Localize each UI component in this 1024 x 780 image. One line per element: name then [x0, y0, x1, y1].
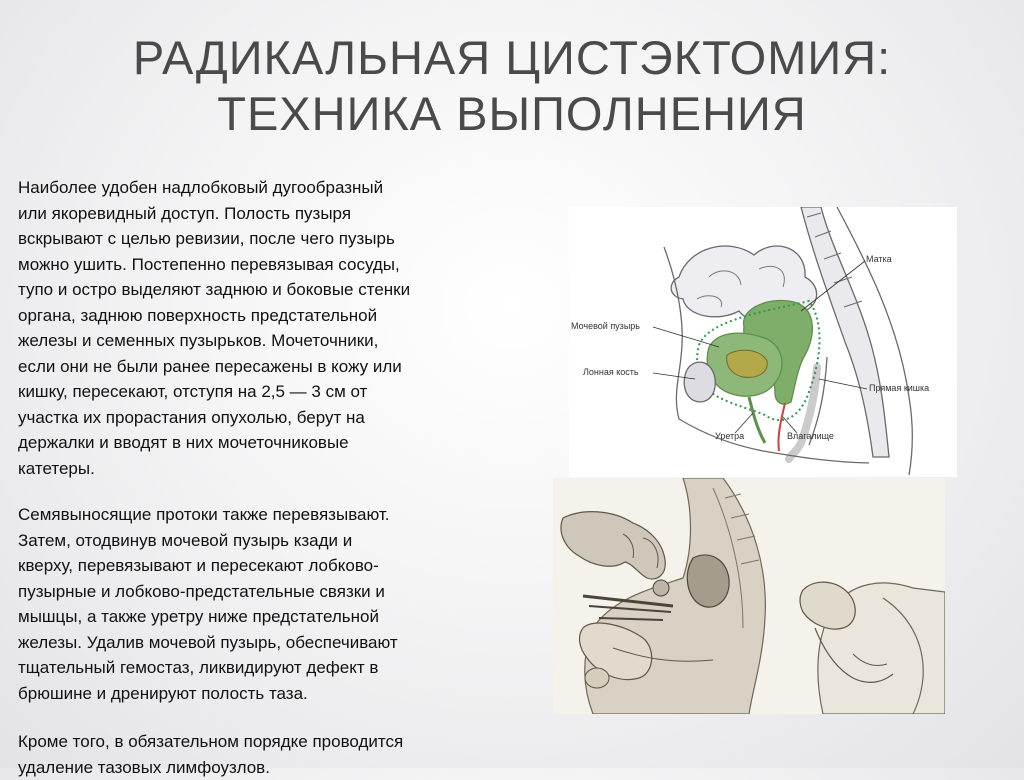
text-line: Кроме того, в обязательном порядке проводится — [18, 729, 523, 755]
text-line: участка их прорастания опухолью, берут на — [18, 405, 523, 431]
paragraph-lymph-nodes — [18, 729, 523, 780]
text-line: брюшине и дренируют полость таза. — [18, 681, 523, 707]
title-line-2: ТЕХНИКА ВЫПОЛНЕНИЯ — [0, 86, 1024, 142]
text-line: удаление тазовых лимфоузлов. — [18, 755, 523, 780]
slide-title — [0, 30, 1024, 142]
text-line: Наиболее удобен надлобковый дугообразный — [18, 175, 523, 201]
female-pelvis-diagram — [569, 207, 957, 477]
text-line: если они не были ранее пересажены в кожу или — [18, 354, 523, 380]
text-line: кверху, перевязывают и пересекают лобково- — [18, 553, 523, 579]
female-pelvis-drawing — [569, 207, 957, 477]
text-line: железы. Удалив мочевой пузырь, обеспечивают — [18, 630, 523, 656]
text-line: тщательный гемостаз, ликвидируют дефект в — [18, 655, 523, 681]
text-line: или якоревидный доступ. Полость пузыря — [18, 201, 523, 227]
surgical-illustration — [553, 478, 945, 714]
text-line: можно ушить. Постепенно перевязывая сосуды, — [18, 252, 523, 278]
text-line: пузырные и лобково-предстательные связки и — [18, 579, 523, 605]
text-line: органа, заднюю поверхность предстательной — [18, 303, 523, 329]
title-line-1: РАДИКАЛЬНАЯ ЦИСТЭКТОМИЯ: — [0, 30, 1024, 86]
surgical-drawing — [553, 478, 945, 714]
text-line: тупо и остро выделяют заднюю и боковые стенки — [18, 277, 523, 303]
text-line: Затем, отодвинув мочевой пузырь кзади и — [18, 528, 523, 554]
text-line: катетеры. — [18, 456, 523, 482]
text-line: держалки и вводят в них мочеточниковые — [18, 430, 523, 456]
text-line: Семявыносящие протоки также перевязывают. — [18, 502, 523, 528]
text-line: кишку, пересекают, отступя на 2,5 — 3 см от — [18, 379, 523, 405]
label-urethra: Уретра — [715, 431, 744, 441]
text-line: вскрывают с целью ревизии, после чего пузырь — [18, 226, 523, 252]
label-uterus: Матка — [866, 254, 892, 264]
paragraph-ligation-technique — [18, 502, 523, 706]
label-pubic-bone: Лонная кость — [583, 367, 639, 377]
paragraph-access-technique — [18, 175, 523, 481]
label-bladder: Мочевой пузырь — [571, 321, 640, 331]
text-line: мышцы, а также уретру ниже предстательной — [18, 604, 523, 630]
text-line: железы и семенных пузырьков. Мочеточники, — [18, 328, 523, 354]
label-vagina: Влагалище — [787, 431, 834, 441]
label-rectum: Прямая кишка — [869, 383, 929, 393]
